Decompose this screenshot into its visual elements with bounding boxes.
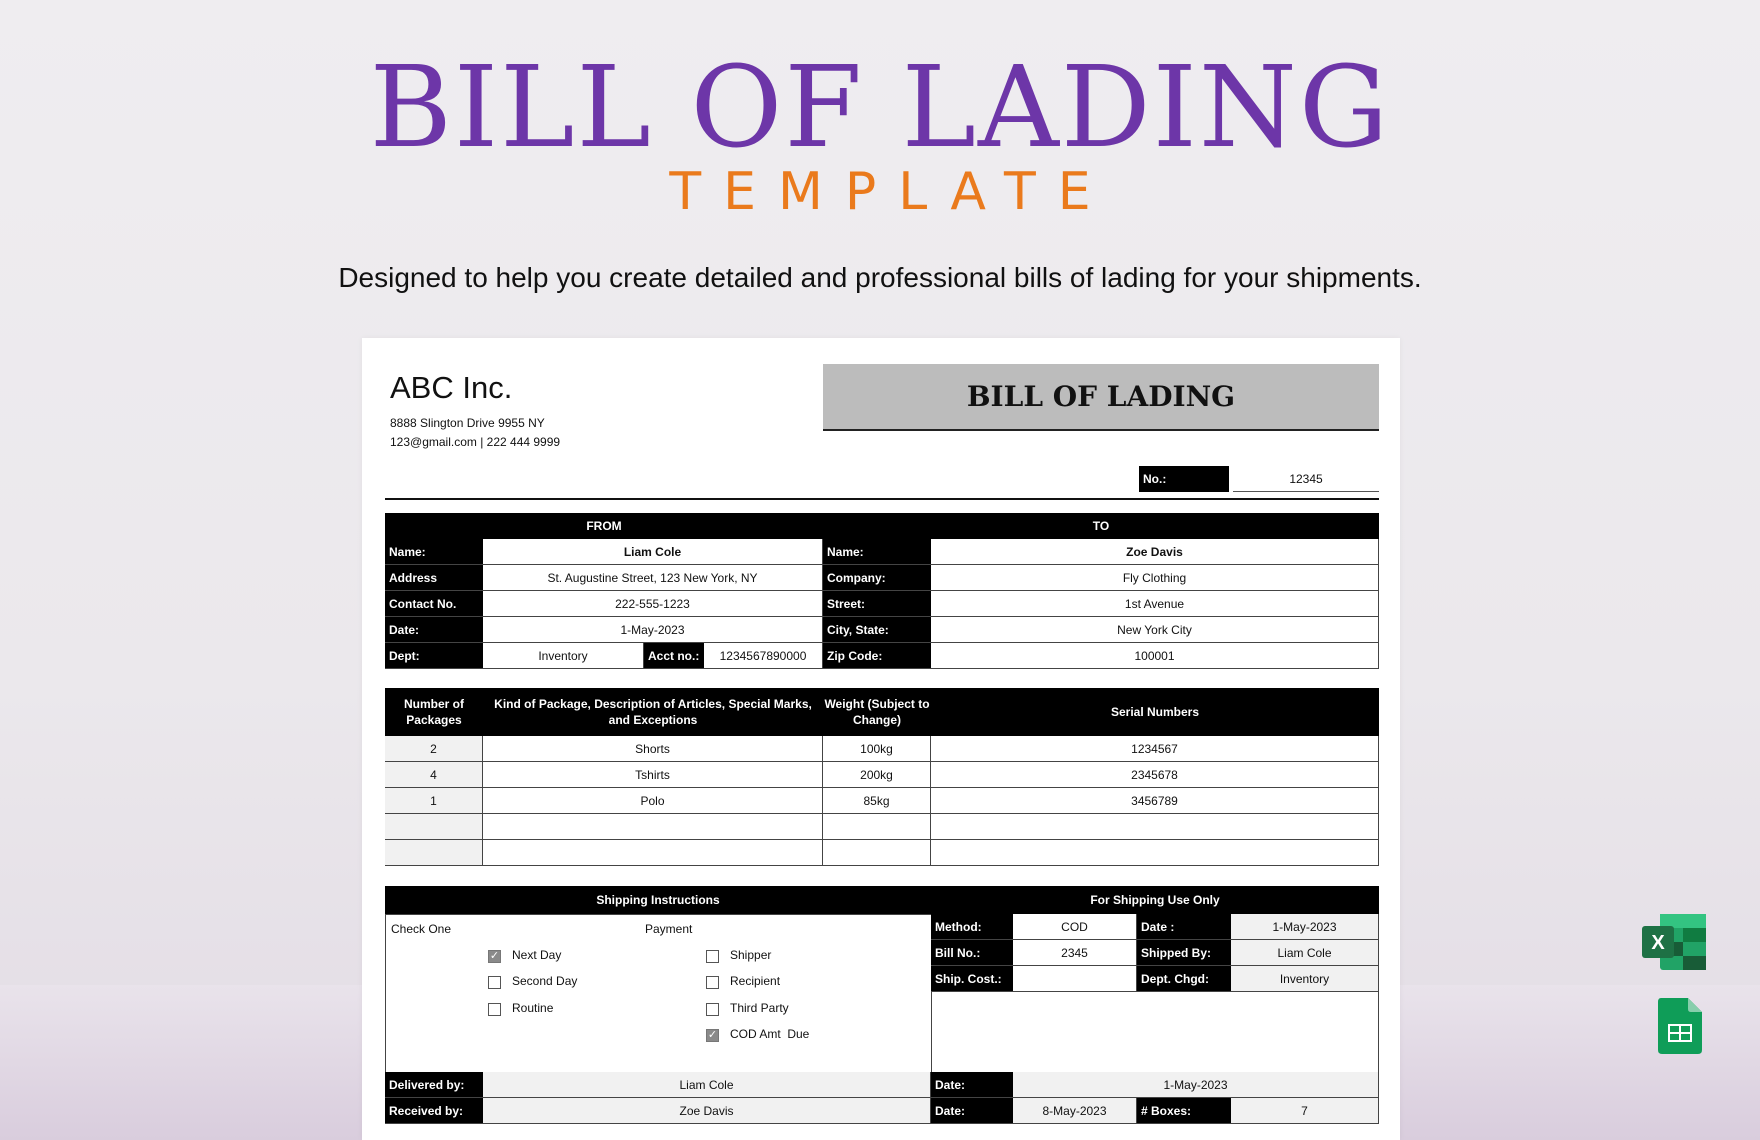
to-city: New York City	[931, 617, 1379, 643]
items-header-serial: Serial Numbers	[931, 688, 1379, 736]
cod-label: COD Amt Due	[730, 1027, 810, 1041]
no-label: No.:	[1139, 466, 1229, 492]
received-by-value: Zoe Davis	[483, 1098, 931, 1124]
page-title: BILL OF LADING	[369, 43, 1391, 173]
from-contact-label: Contact No.	[385, 591, 483, 617]
method-label: Method:	[931, 914, 1013, 940]
to-name-label: Name:	[823, 539, 931, 565]
company-address: 8888 Slington Drive 9955 NY	[390, 416, 545, 430]
table-cell: 3456789	[931, 788, 1379, 814]
to-zip: 100001	[931, 643, 1379, 669]
table-cell	[931, 814, 1379, 840]
boxes-label: # Boxes:	[1137, 1098, 1231, 1124]
table-cell: 1	[385, 788, 483, 814]
routine-checkbox[interactable]	[488, 1003, 501, 1016]
ship-cost-value[interactable]	[1013, 966, 1137, 992]
to-company-label: Company:	[823, 565, 931, 591]
shipping-use-only-header: For Shipping Use Only	[931, 886, 1379, 914]
received-date-label: Date:	[931, 1098, 1013, 1124]
table-cell: 2345678	[931, 762, 1379, 788]
second-day-checkbox[interactable]	[488, 976, 501, 989]
from-dept-label: Dept:	[385, 643, 483, 669]
table-cell	[931, 840, 1379, 866]
from-date-label: Date:	[385, 617, 483, 643]
items-header-weight: Weight (Subject to Change)	[823, 688, 931, 736]
table-cell	[823, 840, 931, 866]
method-value: COD	[1013, 914, 1137, 940]
table-cell: 4	[385, 762, 483, 788]
shipped-by-label: Shipped By:	[1137, 940, 1231, 966]
delivered-date-value: 1-May-2023	[1013, 1072, 1379, 1098]
svg-text:X: X	[1651, 932, 1665, 954]
bill-no-value: 2345	[1013, 940, 1137, 966]
to-name: Zoe Davis	[931, 539, 1379, 565]
cod-checkbox[interactable]: ✓	[707, 1029, 718, 1041]
items-header-description: Kind of Package, Description of Articles, Special Marks, and Exceptions	[483, 688, 823, 736]
from-name: Liam Cole	[483, 539, 823, 565]
third-party-checkbox[interactable]	[706, 1003, 719, 1016]
company-contact: 123@gmail.com | 222 444 9999	[390, 435, 561, 449]
table-cell	[385, 814, 483, 840]
third-party-label: Third Party	[730, 1001, 789, 1015]
to-street-label: Street:	[823, 591, 931, 617]
delivered-by-value: Liam Cole	[483, 1072, 931, 1098]
items-header-packages: Number of Packages	[385, 688, 483, 736]
no-value: 12345	[1233, 466, 1379, 492]
ship-cost-label: Ship. Cost.:	[931, 966, 1013, 992]
ship-date-value: 1-May-2023	[1231, 914, 1379, 940]
routine-label: Routine	[512, 1001, 554, 1015]
second-day-label: Second Day	[512, 974, 578, 988]
from-dept: Inventory	[483, 643, 644, 669]
table-cell: 85kg	[823, 788, 931, 814]
to-header: TO	[823, 513, 1379, 539]
header-divider	[385, 498, 1379, 500]
shipper-checkbox[interactable]	[706, 950, 719, 963]
recipient-checkbox[interactable]	[706, 976, 719, 989]
shipper-label: Shipper	[730, 948, 772, 962]
table-cell: Shorts	[483, 736, 823, 762]
table-cell: 100kg	[823, 736, 931, 762]
page-subtitle: TEMPLATE	[669, 162, 1113, 222]
bill-of-lading-document	[362, 338, 1400, 1140]
shipped-by-value: Liam Cole	[1231, 940, 1379, 966]
google-sheets-icon[interactable]	[1658, 998, 1702, 1054]
table-cell	[385, 840, 483, 866]
ship-date-label: Date :	[1137, 914, 1231, 940]
to-city-label: City, State:	[823, 617, 931, 643]
page-tagline: Designed to help you create detailed and professional bills of lading for your shipments.	[338, 262, 1422, 293]
received-by-label: Received by:	[385, 1098, 483, 1124]
dept-chgd-value: Inventory	[1231, 966, 1379, 992]
dept-chgd-label: Dept. Chgd:	[1137, 966, 1231, 992]
to-street: 1st Avenue	[931, 591, 1379, 617]
from-date: 1-May-2023	[483, 617, 823, 643]
from-header: FROM	[385, 513, 823, 539]
table-cell: 2	[385, 736, 483, 762]
document-title: BILL OF LADING	[823, 364, 1379, 431]
table-cell: 1234567	[931, 736, 1379, 762]
shipping-instructions-header: Shipping Instructions	[385, 886, 931, 914]
bill-no-label: Bill No.:	[931, 940, 1013, 966]
from-acct: 1234567890000	[704, 643, 823, 669]
next-day-label: Next Day	[512, 948, 562, 962]
to-zip-label: Zip Code:	[823, 643, 931, 669]
from-name-label: Name:	[385, 539, 483, 565]
table-cell: 200kg	[823, 762, 931, 788]
next-day-checkbox[interactable]: ✓	[489, 950, 500, 962]
from-address: St. Augustine Street, 123 New York, NY	[483, 565, 823, 591]
excel-icon[interactable]	[1642, 914, 1706, 970]
table-cell	[483, 814, 823, 840]
boxes-value: 7	[1231, 1098, 1379, 1124]
received-date-value: 8-May-2023	[1013, 1098, 1137, 1124]
company-name: ABC Inc.	[390, 370, 513, 405]
recipient-label: Recipient	[730, 974, 781, 988]
from-address-label: Address	[385, 565, 483, 591]
payment-label: Payment	[645, 922, 693, 936]
to-company: Fly Clothing	[931, 565, 1379, 591]
check-one-label: Check One	[391, 922, 452, 936]
from-contact: 222-555-1223	[483, 591, 823, 617]
table-cell	[483, 840, 823, 866]
delivered-by-label: Delivered by:	[385, 1072, 483, 1098]
from-acct-label: Acct no.:	[644, 643, 704, 669]
table-cell: Polo	[483, 788, 823, 814]
table-cell: Tshirts	[483, 762, 823, 788]
delivered-date-label: Date:	[931, 1072, 1013, 1098]
table-cell	[823, 814, 931, 840]
